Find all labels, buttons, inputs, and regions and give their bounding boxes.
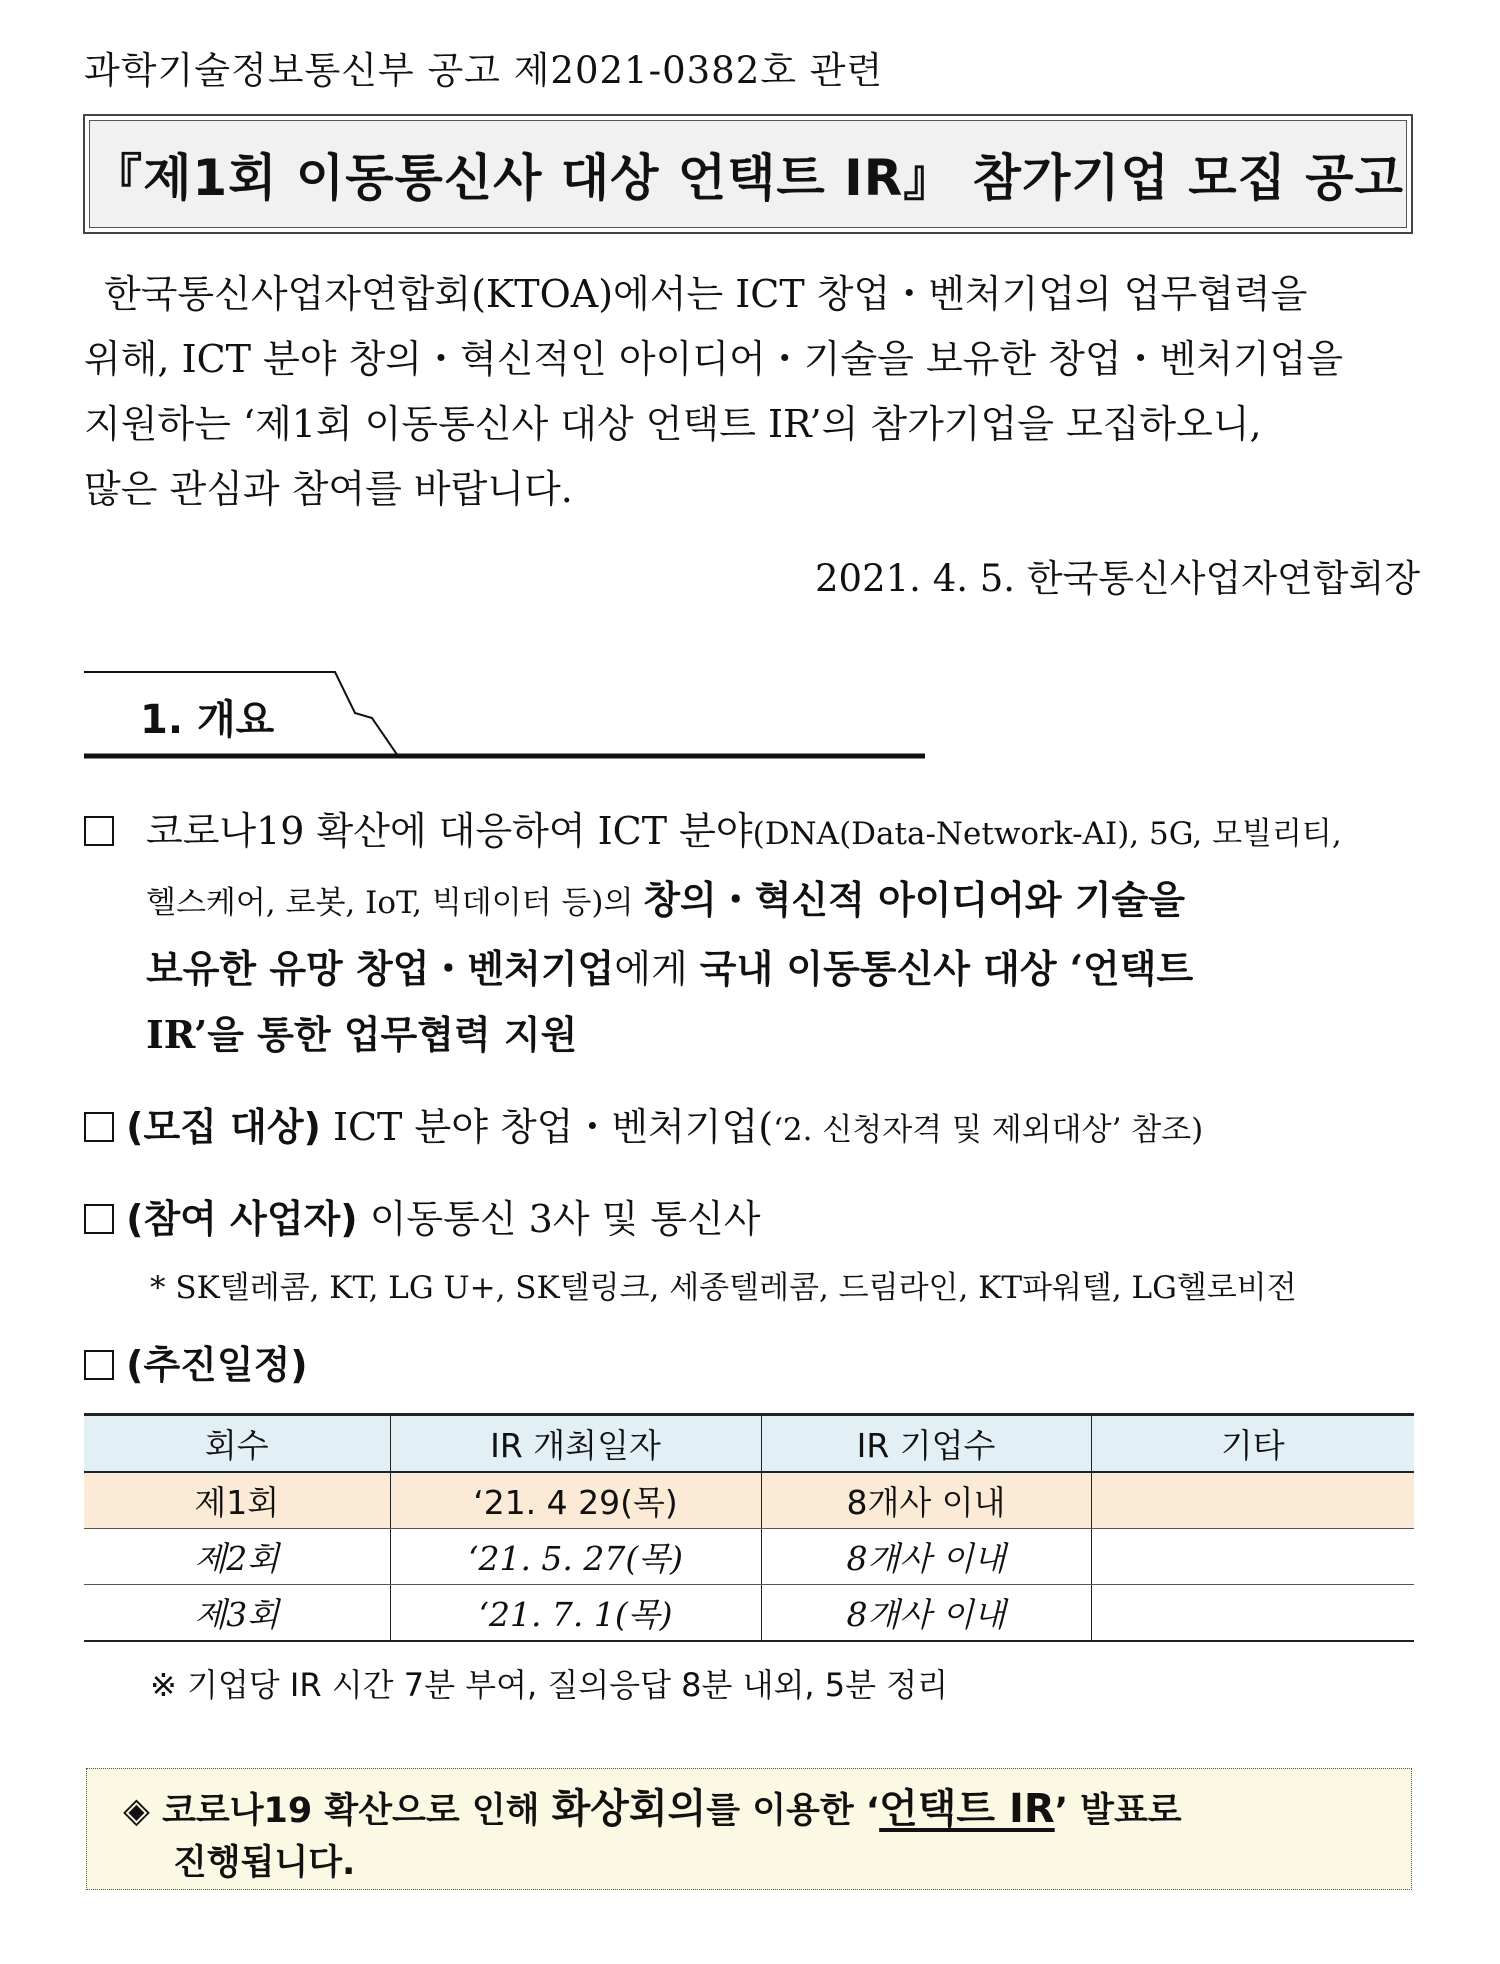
table-row xyxy=(84,1472,1414,1529)
intro-line: 위해, ICT 분야 창의・혁신적인 아이디어・기술을 보유한 창업・벤처기업을 xyxy=(84,337,1344,381)
table-row xyxy=(84,1529,1414,1585)
table-header-row xyxy=(84,1415,1414,1473)
checkbox-icon xyxy=(84,1204,114,1234)
table-cell: ‘21. 7. 1(목) xyxy=(390,1585,761,1642)
table-cell: ‘21. 4 29(목) xyxy=(390,1472,761,1529)
item-text: 에게 xyxy=(614,947,700,991)
item-emphasis: 국내 이동통신사 대상 ‘언택트 xyxy=(699,946,1194,991)
item-emphasis: IR’을 통한 업무협력 지원 xyxy=(146,1012,578,1057)
notice-reference: 과학기술정보통신부 공고 제2021-0382호 관련 xyxy=(84,49,884,92)
item-label: (모집 대상) xyxy=(126,1105,321,1149)
table-cell: 제2회 xyxy=(84,1529,390,1585)
date-signature: 2021. 4. 5. 한국통신사업자연합회장 xyxy=(815,557,1420,600)
item-label: (참여 사업자) xyxy=(126,1197,358,1241)
intro-line: 많은 관심과 참여를 바랍니다. xyxy=(84,467,573,511)
notice-text: ’ xyxy=(1054,1791,1068,1831)
table-cell: 제3회 xyxy=(84,1585,390,1642)
diamond-icon: ◈ xyxy=(123,1791,150,1831)
item-emphasis: 창의・혁신적 아이디어와 기술을 xyxy=(643,877,1185,922)
checkbox-icon xyxy=(84,816,114,846)
table-cell: 8개사 이내 xyxy=(761,1472,1091,1529)
table-cell xyxy=(1091,1529,1414,1585)
overview-item-target xyxy=(84,1094,1203,1163)
notice-box xyxy=(86,1768,1412,1890)
intro-line: 한국통신사업자연합회(KTOA)에서는 ICT 창업・벤처기업의 업무협력을 xyxy=(104,272,1308,316)
table-cell: 8개사 이내 xyxy=(761,1585,1091,1642)
table-cell: 8개사 이내 xyxy=(761,1529,1091,1585)
table-row xyxy=(84,1585,1414,1642)
notice-text: 코로나19 확산으로 인해 xyxy=(149,1791,552,1831)
item-emphasis: 보유한 유망 창업・벤처기업 xyxy=(146,946,615,991)
item-text: ICT 분야 창업・벤처기업( xyxy=(320,1105,774,1149)
table-cell xyxy=(1091,1472,1414,1529)
notice-text: 진행됩니다. xyxy=(173,1843,356,1883)
column-header: IR 기업수 xyxy=(761,1415,1091,1473)
overview-item-purpose xyxy=(84,798,1342,1068)
item-text: 이동통신 3사 및 통신사 xyxy=(357,1197,761,1241)
overview-item-participants xyxy=(84,1186,760,1252)
document-title: 『제1회 이동통신사 대상 언택트 IR』 참가기업 모집 공고 xyxy=(89,120,1407,228)
participants-note: * SK텔레콤, KT, LG U+, SK텔링크, 세종텔레콤, 드림라인, KT파워텔, LG헬로비전 xyxy=(150,1270,1297,1306)
item-text: 코로나19 확산에 대응하여 ICT 분야 xyxy=(146,809,753,853)
section-title: 1. 개요 xyxy=(140,697,275,743)
notice-underlined: 언택트 IR xyxy=(879,1786,1055,1832)
notice-text: 를 이용한 xyxy=(706,1791,866,1831)
notice-emphasis: 화상회의 xyxy=(551,1786,707,1832)
table-cell: 제1회 xyxy=(84,1472,390,1529)
checkbox-icon xyxy=(84,1112,114,1142)
column-header: 기타 xyxy=(1091,1415,1414,1473)
item-label: (추진일정) xyxy=(126,1343,308,1387)
intro-line: 지원하는 ‘제1회 이동통신사 대상 언택트 IR’의 참가기업을 모집하오니, xyxy=(84,402,1262,446)
column-header: IR 개최일자 xyxy=(390,1415,761,1473)
notice-text: ‘ xyxy=(865,1791,880,1831)
item-text: ‘2. 신청자격 및 제외대상’ 참조) xyxy=(773,1112,1204,1148)
schedule-table xyxy=(84,1413,1414,1642)
overview-item-schedule xyxy=(84,1332,308,1398)
item-text: 헬스케어, 로봇, IoT, 빅데이터 등)의 xyxy=(146,885,644,921)
section-header-line xyxy=(0,0,1500,800)
column-header: 회수 xyxy=(84,1415,390,1473)
item-text: (DNA(Data-Network-AI), 5G, 모빌리티, xyxy=(752,816,1342,852)
checkbox-icon xyxy=(84,1350,114,1380)
table-cell: ‘21. 5. 27(목) xyxy=(390,1529,761,1585)
notice-text: 발표로 xyxy=(1067,1791,1182,1831)
schedule-remark: ※ 기업당 IR 시간 7분 부여, 질의응답 8분 내외, 5분 정리 xyxy=(150,1666,949,1704)
table-cell xyxy=(1091,1585,1414,1642)
